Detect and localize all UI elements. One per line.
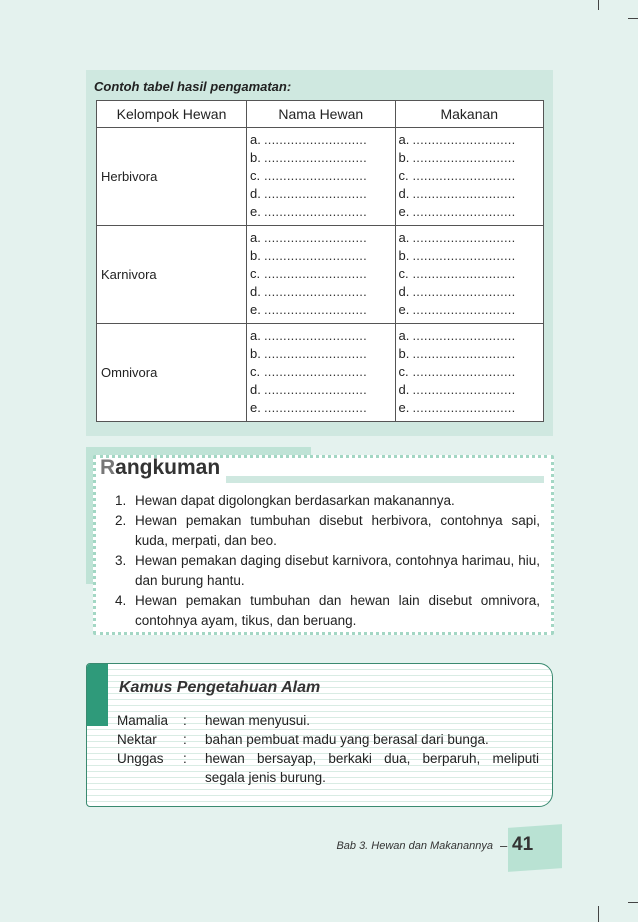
table-row xyxy=(97,128,544,226)
dotted-blank: ........................... xyxy=(264,400,367,415)
item-letter: b. xyxy=(250,346,261,361)
dotted-blank: ........................... xyxy=(412,400,516,415)
item-letter: b. xyxy=(398,248,410,263)
chapter-label: Bab 3. Hewan dan Makanannya xyxy=(336,840,493,852)
item-letter: d. xyxy=(398,284,410,299)
blank-line xyxy=(250,381,393,399)
observation-table xyxy=(96,100,544,422)
blank-line xyxy=(399,301,542,319)
item-letter: a. xyxy=(398,230,410,245)
observation-title: Contoh tabel hasil pengamatan: xyxy=(94,79,292,94)
item-letter: b. xyxy=(250,150,261,165)
item-letter: d. xyxy=(250,284,261,299)
blank-line xyxy=(250,265,393,283)
group-cell: Herbivora xyxy=(97,128,247,226)
item-letter: e. xyxy=(250,204,261,219)
item-letter: c. xyxy=(398,168,409,183)
dotted-blank: ........................... xyxy=(412,248,516,263)
blank-line xyxy=(250,301,393,319)
dotted-blank: ........................... xyxy=(264,302,367,317)
dotted-blank: ........................... xyxy=(264,266,367,281)
blank-line xyxy=(399,381,542,399)
blank-line xyxy=(399,283,542,301)
blank-line xyxy=(250,345,393,363)
dotted-blank: ........................... xyxy=(264,186,367,201)
dotted-blank: ........................... xyxy=(412,230,516,245)
table-header-row xyxy=(97,101,544,128)
glossary-box xyxy=(86,663,553,807)
blank-line xyxy=(250,327,393,345)
item-letter: b. xyxy=(398,150,410,165)
blank-line xyxy=(399,247,542,265)
item-letter: d. xyxy=(250,186,261,201)
blank-line xyxy=(399,203,542,221)
crop-mark-bottom-right xyxy=(628,902,638,903)
dotted-blank: ........................... xyxy=(264,168,367,183)
blank-line xyxy=(399,327,542,345)
header-animal-name: Nama Hewan xyxy=(247,101,396,128)
item-letter: a. xyxy=(398,132,410,147)
group-cell: Omnivora xyxy=(97,324,247,422)
list-item: 4. Hewan pemakan tumbuhan dan hewan lain disebut omnivora, contohnya ayam, tikus, dan beruang. xyxy=(115,593,540,628)
food-list-cell xyxy=(395,324,544,422)
observation-section xyxy=(86,70,553,436)
header-group: Kelompok Hewan xyxy=(97,101,247,128)
blank-line xyxy=(250,363,393,381)
blank-line xyxy=(250,149,393,167)
item-letter: c. xyxy=(250,168,261,183)
item-letter: a. xyxy=(250,132,261,147)
item-letter: e. xyxy=(398,302,410,317)
dotted-blank: ........................... xyxy=(412,364,516,379)
item-letter: b. xyxy=(398,346,410,361)
dotted-blank: ........................... xyxy=(264,150,367,165)
dotted-blank: ........................... xyxy=(264,230,367,245)
blank-line xyxy=(250,131,393,149)
blank-line xyxy=(250,203,393,221)
summary-title: Rangkuman xyxy=(100,456,221,479)
item-letter: a. xyxy=(250,328,261,343)
dotted-blank: ........................... xyxy=(264,328,367,343)
dotted-blank: ........................... xyxy=(264,364,367,379)
name-list-cell xyxy=(247,128,396,226)
blank-line xyxy=(250,185,393,203)
item-letter: e. xyxy=(398,400,410,415)
blank-line xyxy=(250,399,393,417)
dotted-blank: ........................... xyxy=(264,382,367,397)
item-letter: e. xyxy=(398,204,410,219)
blank-line xyxy=(250,167,393,185)
dotted-blank: ........................... xyxy=(412,302,516,317)
blank-line xyxy=(399,167,542,185)
footer-dash: – xyxy=(500,838,508,853)
blank-line xyxy=(399,131,542,149)
crop-mark-bottom xyxy=(598,906,599,922)
glossary-accent-bar xyxy=(87,664,108,726)
glossary-entry: Unggas : hewan bersayap, berkaki dua, berparuh, meliputi segala jenis burung. xyxy=(117,751,539,785)
dotted-blank: ........................... xyxy=(264,284,367,299)
dotted-blank: ........................... xyxy=(412,266,516,281)
dotted-blank: ........................... xyxy=(264,346,367,361)
item-letter: c. xyxy=(250,266,261,281)
food-list-cell xyxy=(395,128,544,226)
group-cell: Karnivora xyxy=(97,226,247,324)
dotted-blank: ........................... xyxy=(412,186,516,201)
dotted-blank: ........................... xyxy=(412,284,516,299)
dotted-blank: ........................... xyxy=(412,204,516,219)
dotted-blank: ........................... xyxy=(412,132,516,147)
item-letter: a. xyxy=(250,230,261,245)
list-item: 2. Hewan pemakan tumbuhan disebut herbivora, contohnya sapi, kuda, merpati, dan beo. xyxy=(115,513,540,548)
blank-line xyxy=(399,265,542,283)
glossary-title: Kamus Pengetahuan Alam xyxy=(119,679,321,696)
dotted-blank: ........................... xyxy=(412,150,516,165)
table-row xyxy=(97,324,544,422)
item-letter: a. xyxy=(398,328,410,343)
blank-line xyxy=(250,283,393,301)
list-item: 3. Hewan pemakan daging disebut karnivora, contohnya harimau, hiu, dan burung hantu. xyxy=(115,553,540,588)
item-letter: c. xyxy=(250,364,261,379)
page-number: 41 xyxy=(512,834,534,855)
crop-mark-right xyxy=(628,18,638,19)
item-letter: e. xyxy=(250,302,261,317)
summary-title-rule xyxy=(226,476,544,483)
blank-line xyxy=(399,399,542,417)
name-list-cell xyxy=(247,324,396,422)
name-list-cell xyxy=(247,226,396,324)
item-letter: d. xyxy=(250,382,261,397)
glossary-entry: Mamalia : hewan menyusui. xyxy=(117,713,311,728)
header-food: Makanan xyxy=(395,101,544,128)
dotted-blank: ........................... xyxy=(264,248,367,263)
food-list-cell xyxy=(395,226,544,324)
glossary-list xyxy=(117,711,539,787)
item-letter: b. xyxy=(250,248,261,263)
blank-line xyxy=(399,149,542,167)
dotted-blank: ........................... xyxy=(412,382,516,397)
blank-line xyxy=(399,229,542,247)
blank-line xyxy=(399,345,542,363)
table-row xyxy=(97,226,544,324)
dotted-blank: ........................... xyxy=(412,168,516,183)
glossary-entry: Nektar : bahan pembuat madu yang berasal dari bunga. xyxy=(117,732,489,747)
item-letter: c. xyxy=(398,266,409,281)
dotted-blank: ........................... xyxy=(412,346,516,361)
blank-line xyxy=(399,363,542,381)
item-letter: e. xyxy=(250,400,261,415)
item-letter: c. xyxy=(398,364,409,379)
dotted-blank: ........................... xyxy=(264,132,367,147)
blank-line xyxy=(250,229,393,247)
crop-mark-top xyxy=(598,0,599,10)
item-letter: d. xyxy=(398,186,410,201)
dotted-blank: ........................... xyxy=(412,328,516,343)
item-letter: d. xyxy=(398,382,410,397)
summary-list xyxy=(115,491,540,631)
dotted-blank: ........................... xyxy=(264,204,367,219)
list-item: 1. Hewan dapat digolongkan berdasarkan makanannya. xyxy=(115,493,455,508)
blank-line xyxy=(399,185,542,203)
blank-line xyxy=(250,247,393,265)
